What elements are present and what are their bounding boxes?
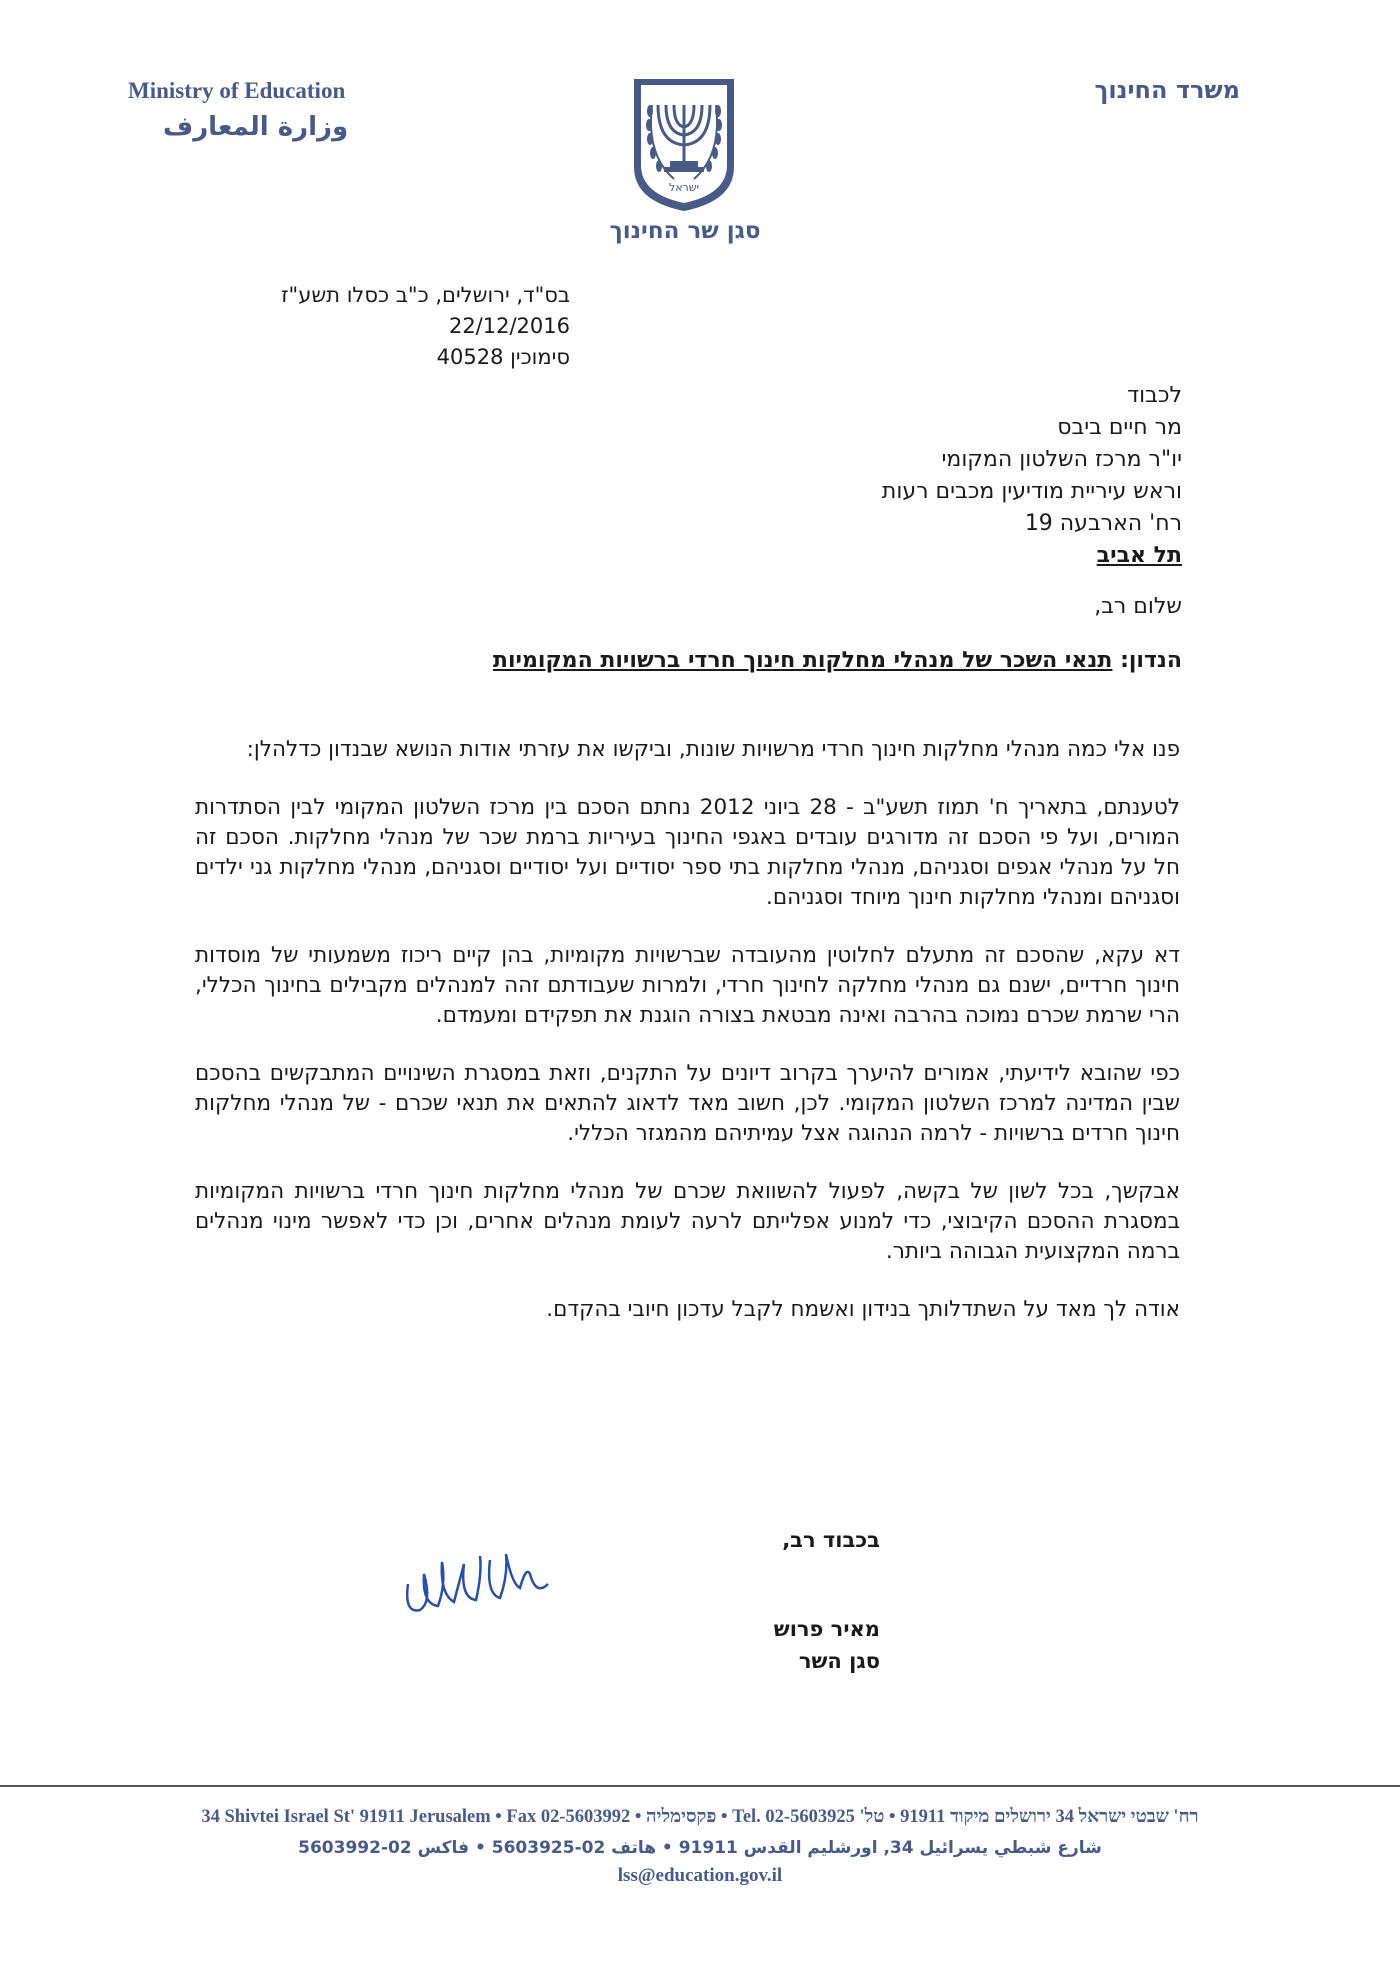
date-gregorian: 22/12/2016 [448,314,570,338]
body-paragraph: אודה לך מאד על השתדלותך בנידון ואשמח לקבל עדכון חיובי בהקדם. [546,1297,1180,1322]
subject-label: הנדון: [1120,648,1182,673]
recipient-title: יו"ר מרכז השלטון המקומי [941,447,1182,472]
date-block [281,280,570,373]
footer-address-line: 34 Shivtei Israel St' 91911 Jerusalem • Fax 02-5603992 • רח' שבטי ישראל 34 ירושלים מיקוד 91911 • טל' 02-5603925 .Tel • פקסימליה [201,1807,1199,1827]
emblem-text: ישראל [668,181,700,194]
body-paragraph: אבקשך, בכל לשון של בקשה, לפעול להשוואת שכרם של מנהלי מחלקות חינוך חרדי ברשויות המקומיות במסגרת ההסכם הקיבוצי, כדי למנוע אפלייתם לרעה לעומת מנהלים אחרים, וכן כדי לאפשר מינוי מנהלים ברמה המקצועית הגבוהה ביותר. [195,1179,1180,1264]
subject-text: תנאי השכר של מנהלי מחלקות חינוך חרדי ברשויות המקומיות [492,648,1113,673]
signoff: בכבוד רב, [782,1528,880,1552]
body-paragraph: דא עקא, שהסכם זה מתעלם לחלוטין מהעובדה שברשויות מקומיות, בהן קיים ריכוז משמעותי של מוסדות חינוך חרדיים, ישנם גם מנהלי מחלקה לחינוך חרדי, ולמרות שעבודתם זהה למנהלים מקבילים בחינוך הכללי, הרי שרמת שכרם נמוכה בהרבה ואינה מבטאת בצורה הוגנת את תפקידם ומעמדם. [195,943,1180,1028]
footer-email: lss@education.gov.il [617,1865,783,1886]
menorah-emblem-icon [628,75,740,213]
ministry-name-arabic: وزارة المعارف [163,112,349,142]
recipient-salutation: לכבוד [1127,383,1182,408]
footer-divider [0,1785,1400,1787]
date-hebrew: בס"ד, ירושלים, כ"ב כסלו תשע"ז [281,283,570,307]
reference-number: סימוכין 40528 [436,345,570,369]
ministry-name-english: Ministry of Education [128,78,346,103]
recipient-name: מר חיים ביבס [1057,415,1182,440]
recipient-title-2: וראש עיריית מודיעין מכבים רעות [881,479,1182,504]
recipient-address: רח' הארבעה 19 [1024,511,1182,536]
handwritten-signature [402,1544,552,1624]
recipient-block [882,380,1182,572]
deputy-minister-title: סגן שר החינוך [609,218,761,244]
body-paragraph: לטענתם, בתאריך ח' תמוז תשע"ב - 28 ביוני 2012 נחתם הסכם בין מרכז השלטון המקומי לבין הסתדרות המורים, ועל פי הסכם זה מדורגים עובדים באגפי החינוך בעיריות ברמת שכר של מנהלי מחלקות. הסכם זה חל על מנהלי אגפים וסגניהם, מנהלי מחלקות בתי ספר יסודיים ועל יסודיים וסגניהם, מנהלי מחלקות גני ילדים וסגניהם ומנהלי מחלקות חינוך מיוחד וסגניהם. [195,795,1181,910]
footer-address-hebrew: רח' שבטי ישראל 34 ירושלים מיקוד 91911 • טל' 02-5603925 .Tel • פקסימליה [645,1807,1199,1827]
body-paragraph: פנו אלי כמה מנהלי מחלקות חינוך חרדי מרשויות שונות, וביקשו את עזרתי אודות הנושא שבנדון כדלהלן: [246,737,1180,762]
greeting: שלום רב, [1094,594,1182,619]
ministry-name-hebrew: משרד החינוך [1094,76,1240,104]
footer-address-arabic: شارع شبطي يسرائيل 34, اورشليم القدس 91911 • هاتف 02-5603925 • فاكس 02-5603992 [298,1838,1102,1858]
letter-body [195,735,1180,1353]
recipient-city: תל אביב [1096,543,1182,568]
signer-name: מאיר פרוש [773,1617,880,1641]
signer-role: סגן השר [798,1649,880,1673]
footer-address-english: 34 Shivtei Israel St' 91911 Jerusalem • Fax 02-5603992 [201,1807,631,1827]
body-paragraph: כפי שהובא לידיעתי, אמורים להיערך בקרוב דיונים על התקנים, וזאת במסגרת השינויים המתבקשים בהסכם שבין המדינה למרכז השלטון המקומי. לכן, חשוב מאד לדאוג להתאים את תנאי שכרם - של מנהלי מחלקות חינוך חרדים ברשויות - לרמה הנהוגה אצל עמיתיהם מהמגזר הכללי. [195,1061,1180,1146]
subject-line [493,648,1182,673]
